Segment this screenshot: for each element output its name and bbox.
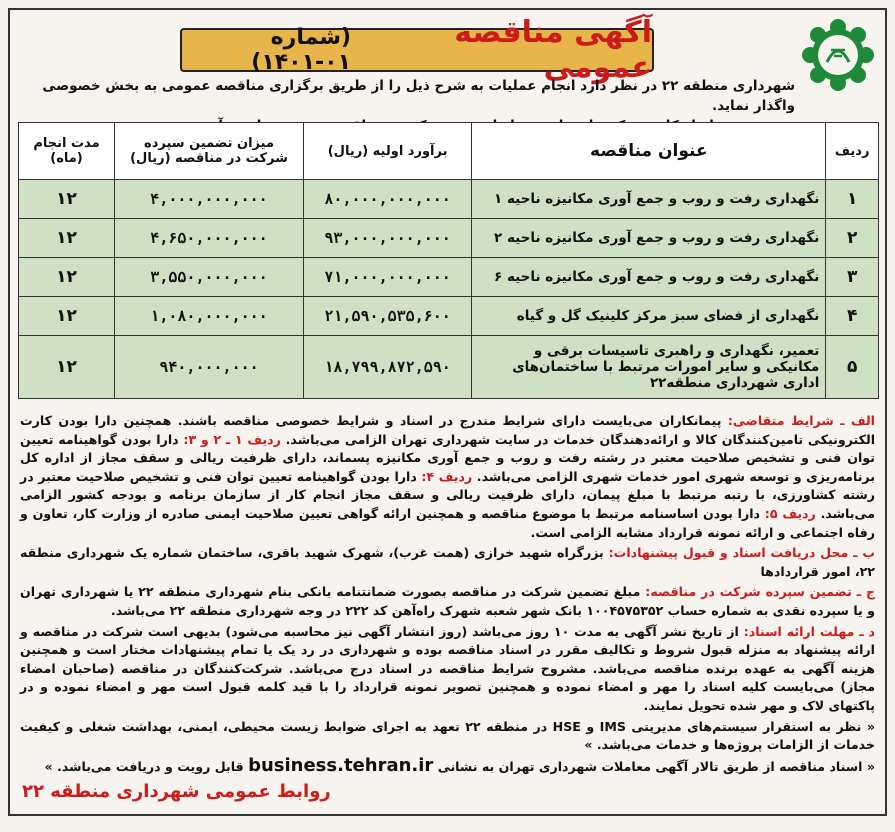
section-d-text-3: مهر و امضاء نموده و در پاکتهای لاک و مهر شده تحویل نمایند. [20,679,875,713]
section-d-text-1: از تاریخ نشر آگهی به [606,623,739,639]
header-duration: مدت انجام (ماه) [19,123,115,180]
table-row [19,336,879,399]
row-4-text: دارا بودن گواهینامه تعیین توان فنی و تشخیص صلاحیت معتبر در رشته کشاورزی، با رتبه مرتبط با مبلغ پیمان، دارای ظرفیت ریالی و سقف مجاز انجام کار از سازمان برنامه و بودجه کشور الزامی می‌باشد. [20,468,876,521]
header-tender-title: عنوان مناقصه [472,123,826,180]
notice-number: (شماره ۰۱-۱۴۰۱) [251,25,352,75]
duration-months: ۱۲ [19,297,115,336]
documents-note-text-2: قابل رویت و دریافت می‌باشد. » [44,758,244,774]
duration-months: ۱۲ [19,219,115,258]
section-a-heading: الف ـ شرایط متقاضی: [727,413,875,428]
row-123-heading: ردیف ۱ ـ ۲ و ۳: [183,431,281,447]
business-url-link[interactable]: business.tehran.ir [248,754,434,776]
section-d-text-2: می‌باشد (روز انتشار آگهی نیز محاسبه می‌شود) بدیهی است شرکت در مناقصه و ارائه پیشنهاد به منزله قبول شروط و تکالیف مقرر در اسناد مناقصه بوده و شهرداری در رد یک یا تمام پیشنهادات مختار است و همچنین هزینه آگهی به عهده برنده مناقصه می‌باشد. مشروح شرایط مناقصه در اسناد درج می‌باشد. شرکت‌کنندگان در مناقصه (صاحبان امضاء مجاز) می‌بایست کلیه اسناد را مهر و امضاء نموده و همچنین تصویر نمونه قرارداد را با [20,623,875,695]
table-row [19,219,879,258]
conditions-text [20,412,875,778]
ims-hse-note: « نظر به استقرار سیستم‌های مدیریتی IMS و HSE در منطقه ۲۲ تعهد به اجرای ضوابط زیست محیطی، ایمنی، بهداشت شغلی و کیفیت خدمات از الزامات پروژه‌ها و خدمات می‌باشد. » [20,718,875,753]
notice-title: آگهی مناقصه عمومی [454,15,652,85]
tender-title: نگهداری از فضای سبز مرکز کلینیک گل و گیاه [472,297,826,336]
row-number: ۵ [826,336,879,399]
table-row [19,180,879,219]
duration-months: ۱۲ [19,180,115,219]
tender-title: نگهداری رفت و روب و جمع آوری مکانیزه ناحیه ۶ [472,258,826,297]
row-number: ۱ [826,180,879,219]
section-d-heading: د ـ مهلت ارائه اسناد: [743,623,875,639]
row-number: ۲ [826,219,879,258]
header-deposit: میزان تضمین سپرده شرکت در مناقصه (ریال) [115,123,304,180]
section-c [20,583,875,620]
section-d-bold-2: قید کلمه قبول است [182,679,313,695]
header-row-number: ردیف [826,123,879,180]
documents-note [20,754,875,777]
section-a [20,412,875,542]
municipality-logo [801,18,875,92]
table-row [19,297,879,336]
row-5-text: دارا بودن اساسنامه مرتبط با موضوع مناقصه و همچنین ارائه گواهی تعیین صلاحیت ایمنی صادره از وزارت کار، تعاون و رفاه اجتماعی و ارائه نمونه قرارداد مشابه الزامی است. [20,505,875,540]
initial-estimate: ۱۸,۷۹۹,۸۷۲,۵۹۰ [303,336,471,399]
intro-line-1: شهرداری منطقه ۲۲ در نظر دارد انجام عملیات به شرح ذیل را از طریق برگزاری مناقصه عمومی به بخش خصوصی واگذار نماید. [42,78,795,114]
deposit-amount: ۱,۰۸۰,۰۰۰,۰۰۰ [115,297,304,336]
section-d [20,623,875,716]
row-4-heading: ردیف ۴: [421,468,473,484]
row-5-heading: ردیف ۵: [764,505,816,521]
tender-title: نگهداری رفت و روب و جمع آوری مکانیزه ناحیه ۱ [472,180,826,219]
section-d-bold-1: مدت ۱۰ روز [526,623,602,639]
section-b [20,544,875,581]
initial-estimate: ۲۱,۵۹۰,۵۳۵,۶۰۰ [303,297,471,336]
tender-table [18,122,879,399]
deposit-amount: ۹۴۰,۰۰۰,۰۰۰ [115,336,304,399]
public-relations-signature: روابط عمومی شهرداری منطقه ۲۲ [22,781,331,802]
section-a-text: پیمانکاران می‌بایست دارای شرایط مندرج در اسناد و شرایط خصوصی مناقصه باشند. همچنین دارا بودن کارت الکترونیکی تامین‌کنندگان کالا و ارائه‌دهندگان خدمات در سایت شهرداری تهران الزامی می‌باشد. [20,413,876,447]
row-number: ۳ [826,258,879,297]
row-number: ۴ [826,297,879,336]
section-c-text: مبلغ تضمین شرکت در مناقصه بصورت ضمانتنامه بانکی بنام شهرداری منطقه ۲۲ یا شهرداری تهران و یا سپرده نقدی به شماره حساب ۱۰۰۴۵۷۵۳۵۲ بانک شهر شعبه شهرک راه‌آهن کد ۲۲۲ در وجه شهرداری منطقه ۲۲ می‌باشد. [20,584,875,618]
tender-title: نگهداری رفت و روب و جمع آوری مکانیزه ناحیه ۲ [472,219,826,258]
deposit-amount: ۴,۶۵۰,۰۰۰,۰۰۰ [115,219,304,258]
deposit-amount: ۳,۵۵۰,۰۰۰,۰۰۰ [115,258,304,297]
duration-months: ۱۲ [19,258,115,297]
title-banner [180,15,654,85]
section-c-heading: ج ـ تضمین سپرده شرکت در مناقصه: [645,584,875,600]
section-b-text: بزرگراه شهید خرازی (همت غرب)، شهرک شهید باقری، ساختمان شماره یک شهرداری منطقه ۲۲، امور قراردادها [20,545,875,579]
tender-title: تعمیر، نگهداری و راهبری تاسیسات برقی و مکانیکی و سایر امورات مرتبط با ساختمان‌های اداری شهرداری منطقه۲۲ [472,336,826,399]
duration-months: ۱۲ [19,336,115,399]
tender-notice [8,8,887,816]
tehran-logo-icon [801,18,875,92]
documents-note-text-1: « اسناد مناقصه از طریق تالار آگهی معاملات شهرداری تهران به نشانی [437,758,875,774]
initial-estimate: ۸۰,۰۰۰,۰۰۰,۰۰۰ [303,180,471,219]
header-initial-estimate: برآورد اولیه (ریال) [303,123,471,180]
deposit-amount: ۴,۰۰۰,۰۰۰,۰۰۰ [115,180,304,219]
section-b-heading: ب ـ محل دریافت اسناد و قبول پیشنهادات: [608,545,875,561]
table-header-row [19,123,879,180]
initial-estimate: ۹۳,۰۰۰,۰۰۰,۰۰۰ [303,219,471,258]
table-row [19,258,879,297]
initial-estimate: ۷۱,۰۰۰,۰۰۰,۰۰۰ [303,258,471,297]
row-123-text: دارا بودن گواهینامه تعیین توان فنی و تشخیص صلاحیت معتبر در رشته رفت و روب و جمع آوری مکانیزه پسماند، دارای ظرفیت ریالی و سقف مجاز از اداره کل برنامه‌ریزی و توسعه شهری امور خدمات شهری الزامی می‌باشد. [20,431,875,484]
